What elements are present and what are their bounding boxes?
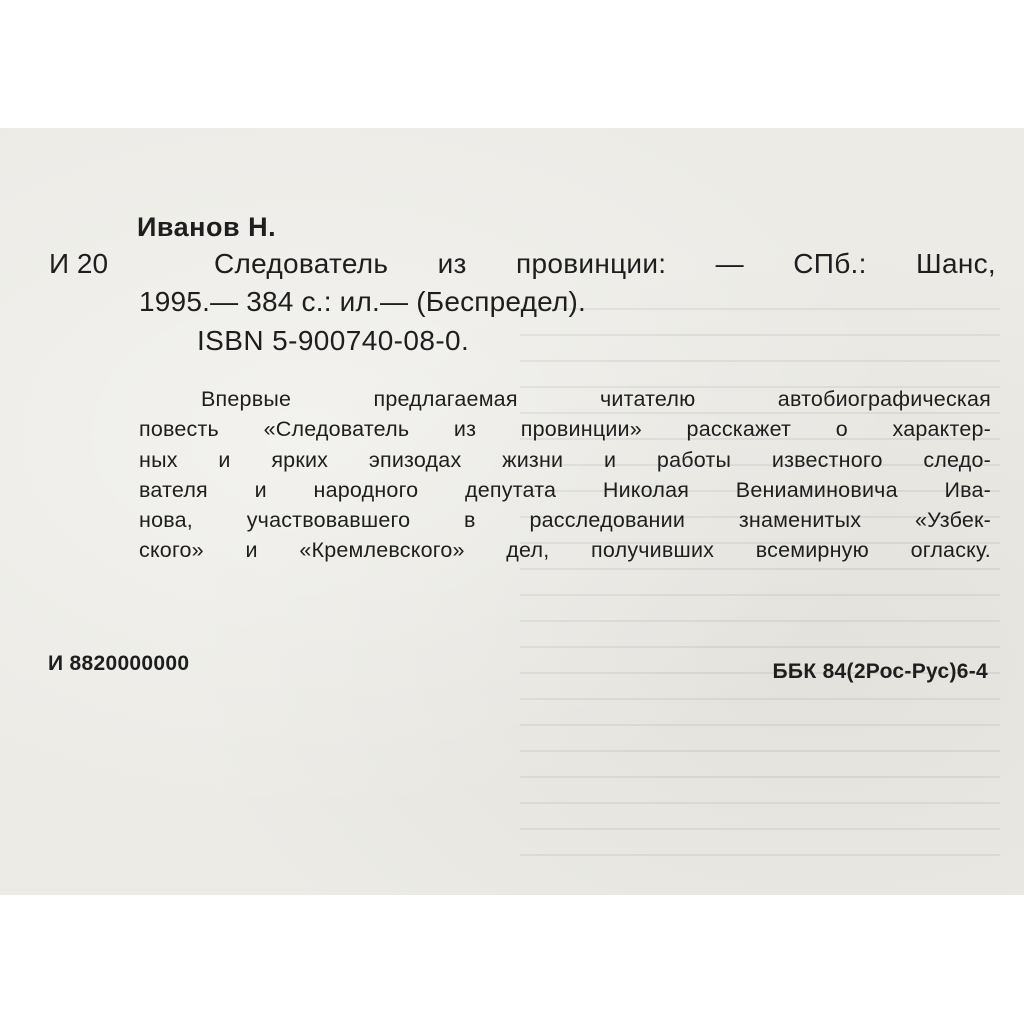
annotation-line: повесть «Следователь из провинции» расскажет о характер-	[139, 417, 991, 442]
annotation-line: ных и ярких эпизодах жизни и работы известного следо-	[139, 447, 991, 472]
catalog-card-page	[0, 128, 1024, 895]
isbn-line: ISBN 5-900740-08-0.	[197, 325, 470, 356]
annotation-line: вателя и народного депутата Николая Вениаминовича Ива-	[139, 477, 991, 502]
annotation-paragraph	[139, 384, 991, 566]
author-heading: Иванов Н.	[137, 212, 277, 242]
title-line: Следователь из провинции: — СПб.: Шанс,	[214, 248, 996, 279]
annotation-line: нова, участвовавшего в расследовании знаменитых «Узбек-	[139, 508, 991, 533]
catalog-code: И 8820000000	[48, 652, 190, 675]
bbk-code: ББК 84(2Рос-Рус)6-4	[772, 660, 988, 683]
annotation-line: ского» и «Кремлевского» дел, получивших всемирную огласку.	[139, 538, 991, 563]
annotation-line: Впервые предлагаемая читателю автобиографическая	[201, 387, 991, 411]
author-index: И 20	[49, 248, 109, 279]
imprint-line: 1995.— 384 с.: ил.— (Беспредел).	[139, 286, 587, 317]
